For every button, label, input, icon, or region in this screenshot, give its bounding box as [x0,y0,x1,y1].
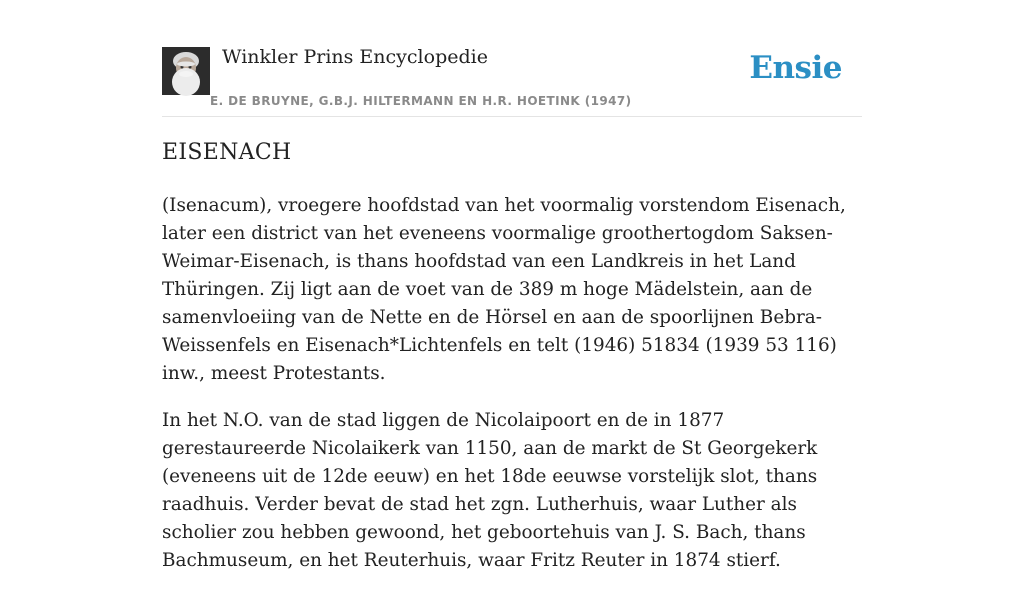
ensie-logo-link[interactable]: Ensie [749,50,842,86]
site-header [162,44,862,117]
article-paragraph: (Isenacum), vroegere hoofdstad van het voormalig vorstendom Eisenach, later een district van het eveneens voormalige groothertogdom Saksen-Weimar-Eisenach, is thans hoofdstad van een Landkreis in het Land Thüringen. Zij ligt aan de voet van de 389 m hoge Mädelstein, aan de samenvloeiing van de Nette en de Hörsel en aan de spoorlijnen Bebra-Weissenfels en Eisenach*Lichtenfels en telt (1946) 51834 (1939 53 116) inw., meest Protestants. [162,195,846,384]
article-paragraph: In het N.O. van de stad liggen de Nicolaipoort en de in 1877 gerestaureerde Nicolaikerk van 1150, aan de markt de St Georgekerk (eveneens uit de 12de eeuw) en het 18de eeuwse vorstelijk slot, thans raadhuis. Verder bevat de stad het zgn. Lutherhuis, waar Luther als scholier zou hebben gewoond, het geboortehuis van J. S. Bach, thans Bachmuseum, en het Reuterhuis, waar Fritz Reuter in 1874 stierf. [162,410,818,571]
article-title: EISENACH [162,140,292,165]
author-avatar[interactable] [162,47,210,95]
site-name[interactable]: Winkler Prins Encyclopedie [222,46,488,68]
bearded-man-portrait-icon [162,47,210,95]
authors-credit: E. DE BRUYNE, G.B.J. HILTERMANN EN H.R. HOETINK (1947) [210,94,632,108]
article-body [162,192,862,594]
